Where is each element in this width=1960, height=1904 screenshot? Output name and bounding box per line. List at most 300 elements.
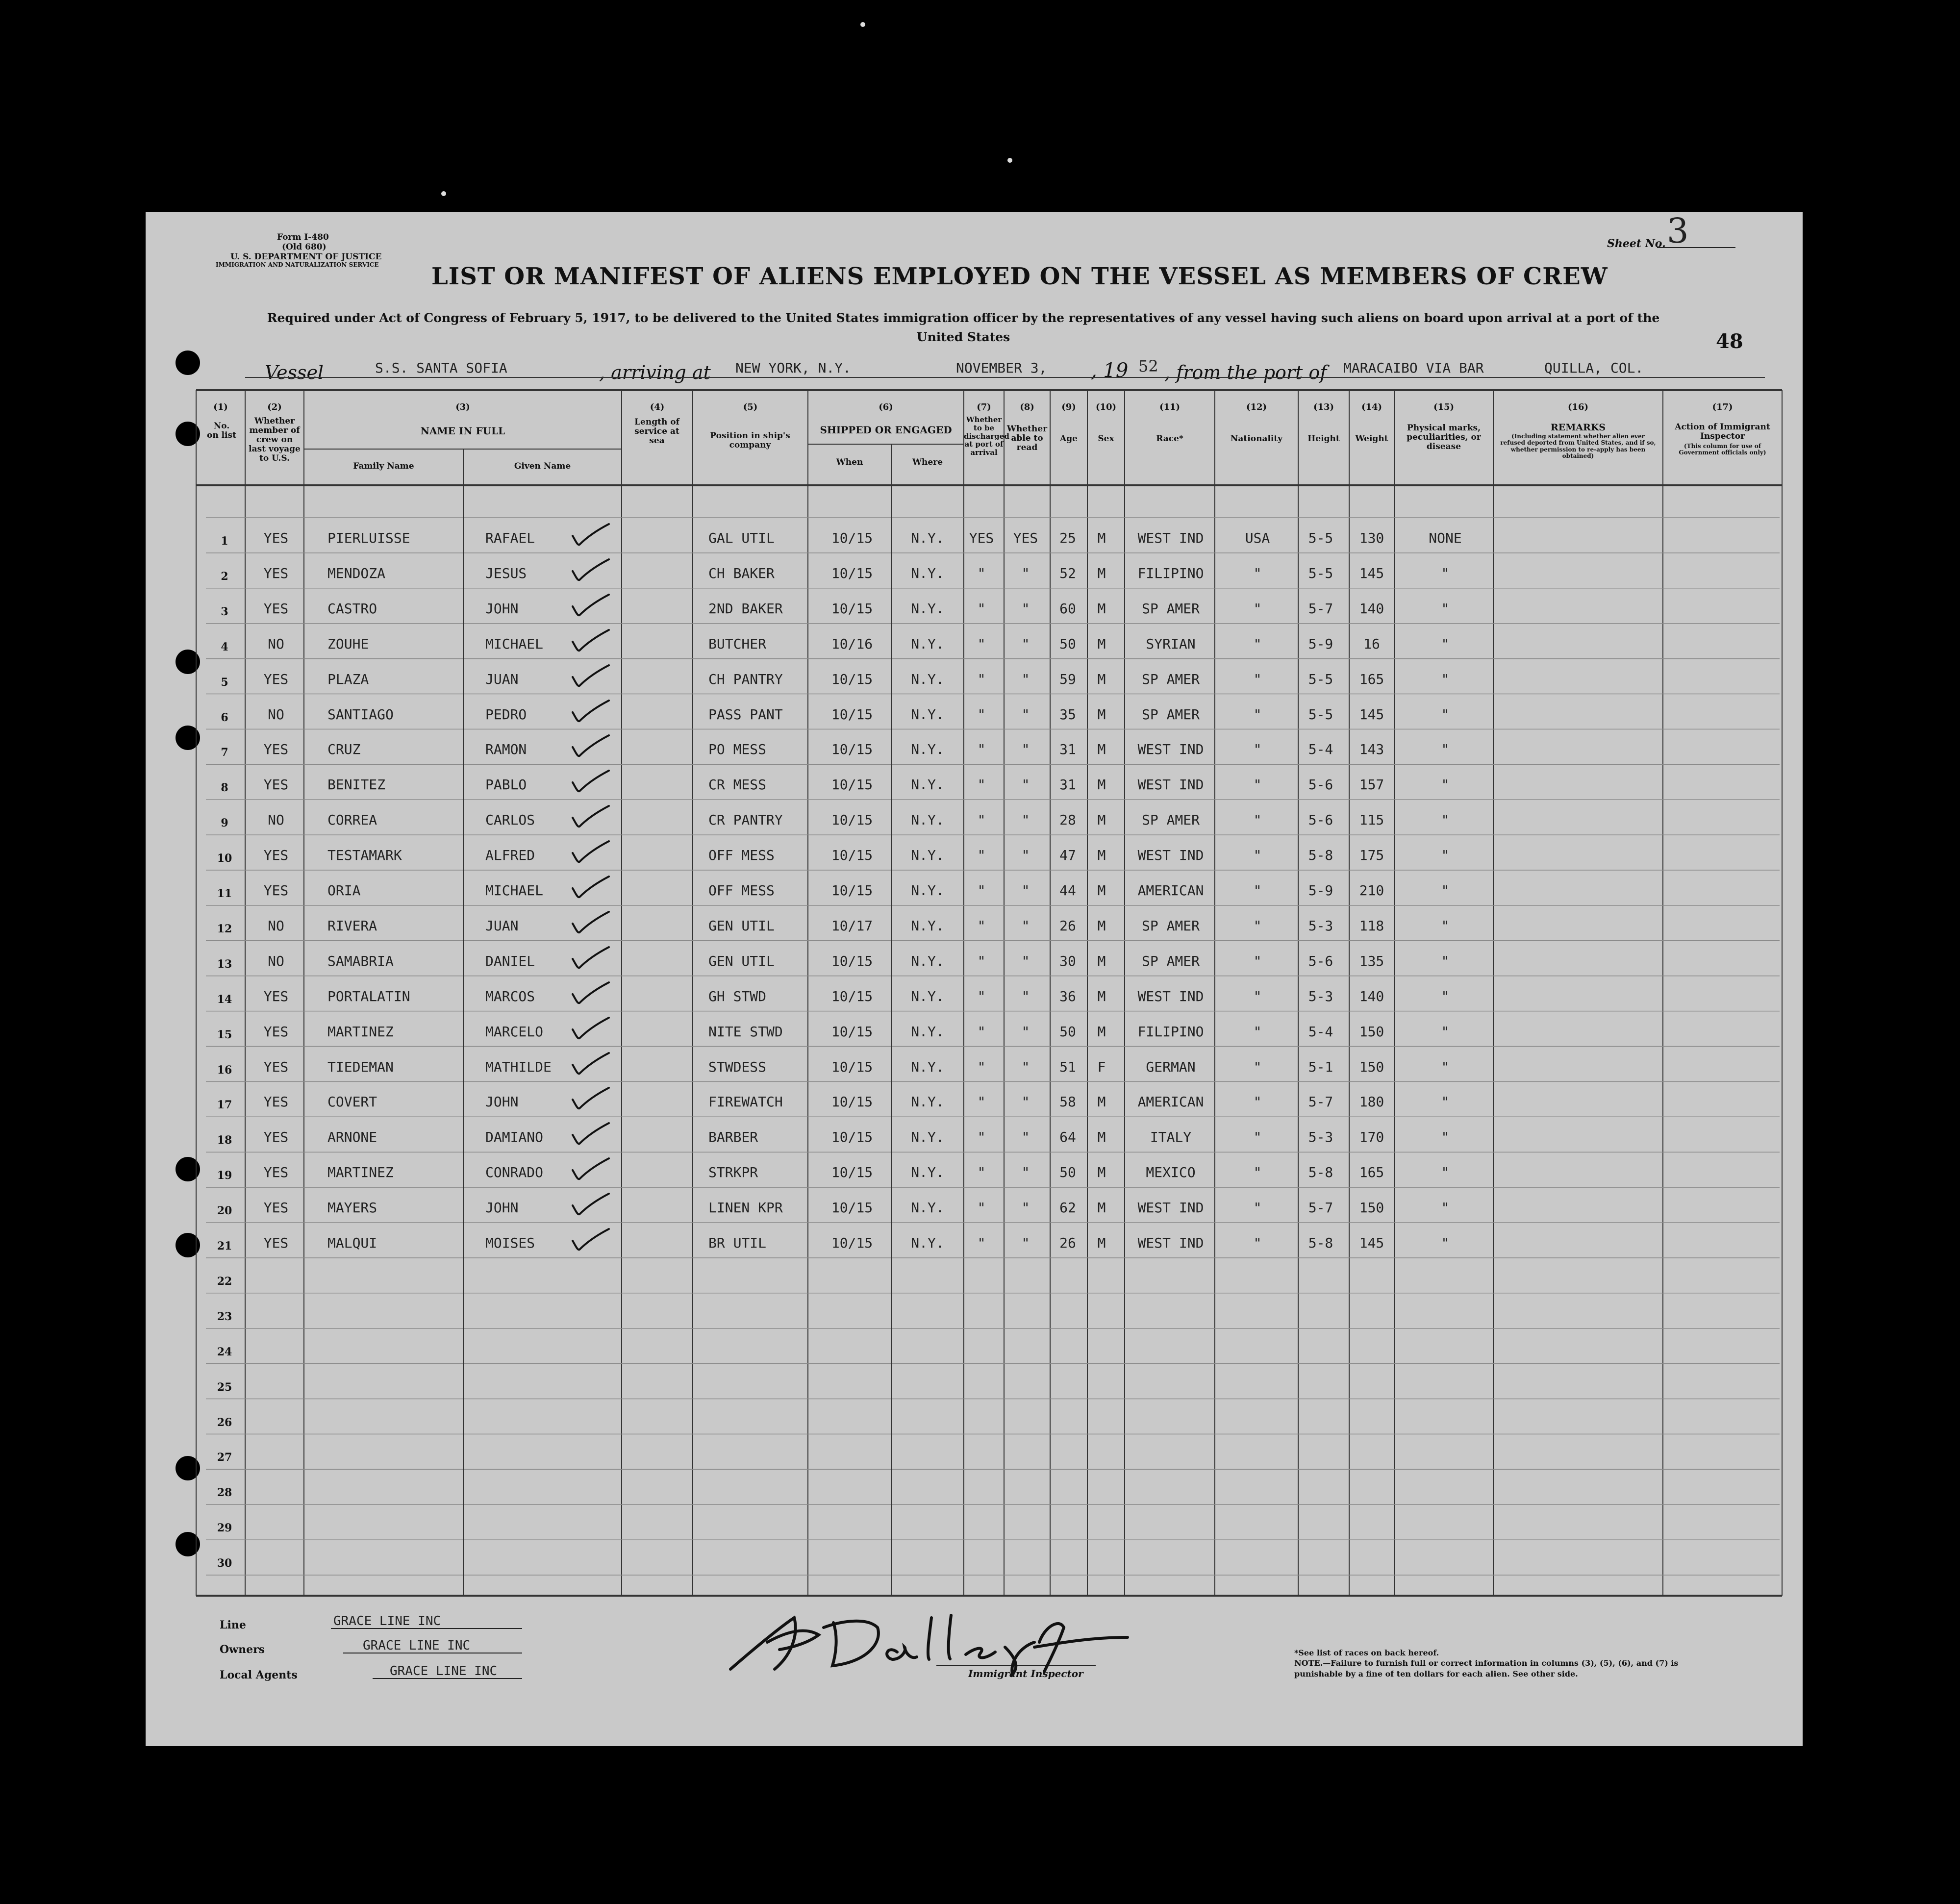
given-name: JOHN bbox=[485, 1094, 519, 1110]
race: SP AMER bbox=[1141, 812, 1200, 828]
physical-marks: " bbox=[1441, 565, 1450, 581]
height: 5-4 bbox=[1308, 1023, 1333, 1040]
sex: M bbox=[1097, 1235, 1106, 1251]
col-16-subheader: (Including statement whether alien ever refused deported from United States, and if so, whether permission to re-apply has been obtained) bbox=[1500, 433, 1656, 460]
member-last-voyage: NO bbox=[268, 706, 284, 723]
age: 59 bbox=[1059, 671, 1076, 687]
weight: 130 bbox=[1359, 530, 1384, 546]
able-to-read: " bbox=[1021, 952, 1030, 969]
sex: M bbox=[1097, 952, 1106, 969]
col-6-number: (6) bbox=[879, 402, 893, 412]
age: 26 bbox=[1059, 917, 1076, 934]
physical-marks: " bbox=[1441, 600, 1450, 617]
col-15-header: Physical marks, peculiarities, or disease bbox=[1407, 423, 1481, 452]
family-name: COVERT bbox=[327, 1094, 377, 1110]
height: 5-9 bbox=[1308, 635, 1333, 652]
race: AMERICAN bbox=[1137, 1094, 1204, 1110]
col-13-number: (13) bbox=[1313, 402, 1334, 412]
height: 5-7 bbox=[1308, 1094, 1333, 1110]
shipped-where: N.Y. bbox=[911, 530, 944, 546]
shipped-when: 10/15 bbox=[831, 1058, 873, 1075]
shipped-when: 10/15 bbox=[831, 1094, 873, 1110]
height: 5-3 bbox=[1308, 1129, 1333, 1146]
family-name: RIVERA bbox=[327, 917, 377, 934]
weight: 210 bbox=[1359, 882, 1384, 899]
race: ITALY bbox=[1150, 1129, 1192, 1146]
position: LINEN KPR bbox=[708, 1200, 783, 1216]
able-to-read: " bbox=[1021, 565, 1030, 581]
nationality: " bbox=[1253, 706, 1262, 723]
physical-marks: " bbox=[1441, 1058, 1450, 1075]
row-number: 23 bbox=[217, 1310, 232, 1323]
shipped-when: 10/17 bbox=[831, 917, 873, 934]
weight: 180 bbox=[1359, 1094, 1384, 1110]
given-name: MICHAEL bbox=[485, 882, 544, 899]
sex: M bbox=[1097, 530, 1106, 546]
nationality: " bbox=[1253, 882, 1262, 899]
shipped-when: 10/15 bbox=[831, 1023, 873, 1040]
shipped-when: 10/15 bbox=[831, 812, 873, 828]
to-be-discharged: " bbox=[977, 917, 986, 934]
able-to-read: " bbox=[1021, 988, 1030, 1004]
to-be-discharged: YES bbox=[969, 530, 994, 546]
shipped-when: 10/15 bbox=[831, 988, 873, 1004]
height: 5-5 bbox=[1308, 565, 1333, 581]
family-name: CORREA bbox=[327, 812, 377, 828]
page-number: 48 bbox=[1716, 330, 1743, 353]
shipped-when: 10/15 bbox=[831, 1129, 873, 1146]
member-last-voyage: NO bbox=[268, 952, 284, 969]
family-name: MARTINEZ bbox=[327, 1023, 394, 1040]
sex: M bbox=[1097, 600, 1106, 617]
family-name: ARNONE bbox=[327, 1129, 377, 1146]
nationality: " bbox=[1253, 952, 1262, 969]
position: BR UTIL bbox=[708, 1235, 767, 1251]
shipped-when: 10/15 bbox=[831, 1164, 873, 1181]
family-name: PIERLUISSE bbox=[327, 530, 410, 546]
position: PASS PANT bbox=[708, 706, 783, 723]
shipped-where: N.Y. bbox=[911, 1164, 944, 1181]
age: 31 bbox=[1059, 741, 1076, 758]
col-8-header: Whether able to read bbox=[1006, 424, 1048, 453]
col-17-header: Action of Immigrant Inspector bbox=[1675, 422, 1770, 442]
page-title: LIST OR MANIFEST OF ALIENS EMPLOYED ON THE VESSEL AS MEMBERS OF CREW bbox=[431, 263, 1608, 290]
nationality: " bbox=[1253, 635, 1262, 652]
col-10-header: Sex bbox=[1098, 434, 1114, 444]
position: CH BAKER bbox=[708, 565, 775, 581]
given-name: JOHN bbox=[485, 1200, 519, 1216]
nationality: " bbox=[1253, 600, 1262, 617]
to-be-discharged: " bbox=[977, 812, 986, 828]
sex: M bbox=[1097, 565, 1106, 581]
physical-marks: " bbox=[1441, 812, 1450, 828]
weight: 165 bbox=[1359, 671, 1384, 687]
shipped-when: 10/15 bbox=[831, 706, 873, 723]
family-name: MALQUI bbox=[327, 1235, 377, 1251]
from-port: MARACAIBO VIA BAR bbox=[1343, 360, 1484, 376]
weight: 140 bbox=[1359, 600, 1384, 617]
member-last-voyage: YES bbox=[263, 741, 289, 758]
col-4-number: (4) bbox=[650, 402, 665, 412]
race: WEST IND bbox=[1137, 741, 1204, 758]
height: 5-7 bbox=[1308, 1200, 1333, 1216]
able-to-read: " bbox=[1021, 1094, 1030, 1110]
physical-marks: " bbox=[1441, 1023, 1450, 1040]
check-mark bbox=[569, 1085, 613, 1114]
to-be-discharged: " bbox=[977, 671, 986, 687]
age: 52 bbox=[1059, 565, 1076, 581]
weight: 115 bbox=[1359, 812, 1384, 828]
position: OFF MESS bbox=[708, 882, 775, 899]
shipped-when: 10/15 bbox=[831, 671, 873, 687]
penalty-note: NOTE.—Failure to furnish full or correct information in columns (3), (5), (6), and (7) is punishable by a fine of ten dollars for each alien. See other side. bbox=[1294, 1658, 1679, 1679]
row-number: 11 bbox=[217, 887, 232, 900]
col-9-header: Age bbox=[1060, 434, 1078, 444]
row-number: 4 bbox=[221, 640, 228, 653]
sex: M bbox=[1097, 671, 1106, 687]
weight: 145 bbox=[1359, 565, 1384, 581]
shipped-where: N.Y. bbox=[911, 952, 944, 969]
check-mark bbox=[569, 909, 613, 938]
shipped-where: N.Y. bbox=[911, 812, 944, 828]
age: 50 bbox=[1059, 1164, 1076, 1181]
to-be-discharged: " bbox=[977, 988, 986, 1004]
position: STRKPR bbox=[708, 1164, 758, 1181]
age: 35 bbox=[1059, 706, 1076, 723]
height: 5-8 bbox=[1308, 1235, 1333, 1251]
given-name: JOHN bbox=[485, 600, 519, 617]
able-to-read: " bbox=[1021, 847, 1030, 864]
position: BUTCHER bbox=[708, 635, 767, 652]
row-number: 26 bbox=[217, 1416, 232, 1429]
shipped-when: 10/15 bbox=[831, 741, 873, 758]
col-8-number: (8) bbox=[1020, 402, 1034, 412]
to-be-discharged: " bbox=[977, 1058, 986, 1075]
row-number: 29 bbox=[217, 1522, 232, 1535]
col-7-number: (7) bbox=[977, 402, 991, 412]
col-17-subheader: (This column for use of Government officials only) bbox=[1679, 443, 1766, 456]
race: WEST IND bbox=[1137, 777, 1204, 793]
age: 25 bbox=[1059, 530, 1076, 546]
agents-label: Local Agents bbox=[220, 1669, 298, 1681]
row-number: 25 bbox=[217, 1380, 232, 1394]
nationality: " bbox=[1253, 1129, 1262, 1146]
form-number: Form I-480 bbox=[277, 232, 329, 242]
race: SP AMER bbox=[1141, 706, 1200, 723]
row-number: 20 bbox=[217, 1204, 232, 1218]
position: FIREWATCH bbox=[708, 1094, 783, 1110]
check-mark bbox=[569, 838, 613, 868]
race: FILIPINO bbox=[1137, 1023, 1204, 1040]
to-be-discharged: " bbox=[977, 882, 986, 899]
shipped-where: N.Y. bbox=[911, 1235, 944, 1251]
height: 5-9 bbox=[1308, 882, 1333, 899]
row-number: 16 bbox=[217, 1063, 232, 1077]
physical-marks: " bbox=[1441, 882, 1450, 899]
member-last-voyage: NO bbox=[268, 812, 284, 828]
nationality: " bbox=[1253, 847, 1262, 864]
sex: M bbox=[1097, 706, 1106, 723]
col-1-header: No. on list bbox=[207, 421, 236, 441]
col-12-header: Nationality bbox=[1230, 434, 1283, 444]
able-to-read: " bbox=[1021, 706, 1030, 723]
height: 5-5 bbox=[1308, 671, 1333, 687]
weight: 16 bbox=[1363, 635, 1380, 652]
able-to-read: " bbox=[1021, 671, 1030, 687]
member-last-voyage: YES bbox=[263, 1094, 289, 1110]
weight: 145 bbox=[1359, 1235, 1384, 1251]
shipped-when: 10/15 bbox=[831, 565, 873, 581]
shipped-when: 10/15 bbox=[831, 530, 873, 546]
physical-marks: " bbox=[1441, 671, 1450, 687]
race: WEST IND bbox=[1137, 530, 1204, 546]
check-mark bbox=[569, 732, 613, 762]
position: GEN UTIL bbox=[708, 952, 775, 969]
shipped-when: 10/15 bbox=[831, 1200, 873, 1216]
sheet-label: Sheet No. bbox=[1607, 237, 1666, 250]
check-mark bbox=[569, 768, 613, 797]
race: WEST IND bbox=[1137, 1235, 1204, 1251]
able-to-read: " bbox=[1021, 741, 1030, 758]
arriving-port: NEW YORK, N.Y. bbox=[735, 360, 852, 376]
col-11-header: Race* bbox=[1156, 434, 1183, 444]
race: FILIPINO bbox=[1137, 565, 1204, 581]
member-last-voyage: YES bbox=[263, 671, 289, 687]
position: CR PANTRY bbox=[708, 812, 783, 828]
sheet-number: 3 bbox=[1667, 211, 1689, 251]
check-mark bbox=[569, 1191, 613, 1220]
row-number: 8 bbox=[221, 781, 228, 795]
given-name: MICHAEL bbox=[485, 635, 544, 652]
physical-marks: " bbox=[1441, 706, 1450, 723]
row-number: 2 bbox=[221, 570, 228, 583]
age: 47 bbox=[1059, 847, 1076, 864]
nationality: USA bbox=[1245, 530, 1270, 546]
arrival-date: NOVEMBER 3, bbox=[956, 360, 1047, 376]
nationality: " bbox=[1253, 565, 1262, 581]
position: PO MESS bbox=[708, 741, 767, 758]
age: 62 bbox=[1059, 1200, 1076, 1216]
row-number: 21 bbox=[217, 1240, 232, 1253]
able-to-read: " bbox=[1021, 812, 1030, 828]
nationality: " bbox=[1253, 988, 1262, 1004]
member-last-voyage: YES bbox=[263, 1129, 289, 1146]
position: CH PANTRY bbox=[708, 671, 783, 687]
height: 5-5 bbox=[1308, 706, 1333, 723]
col-6-header: SHIPPED OR ENGAGED bbox=[820, 424, 952, 436]
member-last-voyage: YES bbox=[263, 847, 289, 864]
sex: M bbox=[1097, 882, 1106, 899]
to-be-discharged: " bbox=[977, 1164, 986, 1181]
member-last-voyage: YES bbox=[263, 1164, 289, 1181]
nationality: " bbox=[1253, 812, 1262, 828]
col-6b-header: Where bbox=[912, 457, 943, 467]
shipped-where: N.Y. bbox=[911, 671, 944, 687]
able-to-read: " bbox=[1021, 917, 1030, 934]
member-last-voyage: YES bbox=[263, 1023, 289, 1040]
height: 5-3 bbox=[1308, 988, 1333, 1004]
able-to-read: " bbox=[1021, 777, 1030, 793]
row-number: 7 bbox=[221, 746, 228, 759]
physical-marks: " bbox=[1441, 988, 1450, 1004]
physical-marks: " bbox=[1441, 1235, 1450, 1251]
race: SP AMER bbox=[1141, 671, 1200, 687]
position: GH STWD bbox=[708, 988, 767, 1004]
row-number: 12 bbox=[217, 922, 232, 935]
line-label: Line bbox=[220, 1619, 246, 1631]
col-17-number: (17) bbox=[1712, 402, 1733, 412]
agents-value: GRACE LINE INC bbox=[390, 1664, 498, 1679]
race: SP AMER bbox=[1141, 917, 1200, 934]
col-16-number: (16) bbox=[1567, 402, 1589, 412]
race: MEXICO bbox=[1146, 1164, 1196, 1181]
able-to-read: " bbox=[1021, 1023, 1030, 1040]
check-mark bbox=[569, 1015, 613, 1044]
age: 28 bbox=[1059, 812, 1076, 828]
service-name: IMMIGRATION AND NATURALIZATION SERVICE bbox=[216, 261, 379, 268]
age: 58 bbox=[1059, 1094, 1076, 1110]
member-last-voyage: YES bbox=[263, 1200, 289, 1216]
height: 5-7 bbox=[1308, 600, 1333, 617]
age: 30 bbox=[1059, 952, 1076, 969]
check-mark bbox=[569, 627, 613, 656]
sex: M bbox=[1097, 1094, 1106, 1110]
col-9-number: (9) bbox=[1061, 402, 1076, 412]
weight: 175 bbox=[1359, 847, 1384, 864]
to-be-discharged: " bbox=[977, 741, 986, 758]
shipped-where: N.Y. bbox=[911, 847, 944, 864]
row-number: 18 bbox=[217, 1134, 232, 1147]
position: BARBER bbox=[708, 1129, 758, 1146]
given-name: JUAN bbox=[485, 917, 519, 934]
col-11-number: (11) bbox=[1159, 402, 1181, 412]
age: 44 bbox=[1059, 882, 1076, 899]
physical-marks: " bbox=[1441, 1129, 1450, 1146]
position: OFF MESS bbox=[708, 847, 775, 864]
physical-marks: " bbox=[1441, 777, 1450, 793]
physical-marks: " bbox=[1441, 635, 1450, 652]
weight: 150 bbox=[1359, 1023, 1384, 1040]
sex: M bbox=[1097, 1200, 1106, 1216]
check-mark bbox=[569, 803, 613, 832]
shipped-when: 10/15 bbox=[831, 847, 873, 864]
to-be-discharged: " bbox=[977, 847, 986, 864]
member-last-voyage: YES bbox=[263, 988, 289, 1004]
given-name: CONRADO bbox=[485, 1164, 544, 1181]
member-last-voyage: YES bbox=[263, 882, 289, 899]
shipped-where: N.Y. bbox=[911, 882, 944, 899]
sex: M bbox=[1097, 1023, 1106, 1040]
to-be-discharged: " bbox=[977, 952, 986, 969]
to-be-discharged: " bbox=[977, 1129, 986, 1146]
shipped-where: N.Y. bbox=[911, 600, 944, 617]
sex: F bbox=[1097, 1058, 1106, 1075]
family-name: PORTALATIN bbox=[327, 988, 410, 1004]
age: 64 bbox=[1059, 1129, 1076, 1146]
age: 50 bbox=[1059, 1023, 1076, 1040]
shipped-where: N.Y. bbox=[911, 1058, 944, 1075]
member-last-voyage: YES bbox=[263, 777, 289, 793]
height: 5-6 bbox=[1308, 812, 1333, 828]
race: SYRIAN bbox=[1146, 635, 1196, 652]
race: WEST IND bbox=[1137, 1200, 1204, 1216]
nationality: " bbox=[1253, 777, 1262, 793]
owners-value: GRACE LINE INC bbox=[363, 1638, 471, 1653]
member-last-voyage: YES bbox=[263, 1235, 289, 1251]
to-be-discharged: " bbox=[977, 635, 986, 652]
check-mark bbox=[569, 1050, 613, 1079]
nationality: " bbox=[1253, 917, 1262, 934]
sex: M bbox=[1097, 917, 1106, 934]
weight: 140 bbox=[1359, 988, 1384, 1004]
physical-marks: " bbox=[1441, 847, 1450, 864]
member-last-voyage: YES bbox=[263, 530, 289, 546]
age: 31 bbox=[1059, 777, 1076, 793]
nationality: " bbox=[1253, 1094, 1262, 1110]
row-number: 3 bbox=[221, 605, 228, 618]
family-name: MAYERS bbox=[327, 1200, 377, 1216]
given-name: DANIEL bbox=[485, 952, 535, 969]
able-to-read: " bbox=[1021, 635, 1030, 652]
sex: M bbox=[1097, 988, 1106, 1004]
row-number: 1 bbox=[221, 535, 228, 548]
physical-marks: NONE bbox=[1429, 530, 1462, 546]
year-prefix: , 19 bbox=[1091, 359, 1129, 382]
row-number: 5 bbox=[221, 676, 228, 689]
check-mark bbox=[569, 556, 613, 586]
check-mark bbox=[569, 521, 613, 551]
height: 5-6 bbox=[1308, 777, 1333, 793]
given-name: ALFRED bbox=[485, 847, 535, 864]
position: GEN UTIL bbox=[708, 917, 775, 934]
given-name: CARLOS bbox=[485, 812, 535, 828]
able-to-read: " bbox=[1021, 1200, 1030, 1216]
arriving-label: , arriving at bbox=[599, 362, 711, 383]
race: GERMAN bbox=[1146, 1058, 1196, 1075]
weight: 145 bbox=[1359, 706, 1384, 723]
position: CR MESS bbox=[708, 777, 767, 793]
shipped-where: N.Y. bbox=[911, 635, 944, 652]
page-subtitle: Required under Act of Congress of February 5, 1917, to be delivered to the United States immigration officer by the representatives of any vessel having such aliens on board upon arrival at a port of the United States bbox=[267, 311, 1660, 344]
inspector-signature bbox=[721, 1608, 1142, 1677]
given-name: MATHILDE bbox=[485, 1058, 552, 1075]
row-number: 24 bbox=[217, 1345, 232, 1358]
given-name: MARCELO bbox=[485, 1023, 544, 1040]
family-name: ZOUHE bbox=[327, 635, 369, 652]
row-number: 19 bbox=[217, 1169, 232, 1182]
col-14-header: Weight bbox=[1355, 434, 1388, 444]
sex: M bbox=[1097, 847, 1106, 864]
col-2-header: Whether member of crew on last voyage to U.S. bbox=[249, 416, 301, 464]
given-name: JUAN bbox=[485, 671, 519, 687]
col-6a-header: When bbox=[836, 457, 863, 467]
age: 50 bbox=[1059, 635, 1076, 652]
shipped-where: N.Y. bbox=[911, 565, 944, 581]
col-12-number: (12) bbox=[1246, 402, 1267, 412]
family-name: TIEDEMAN bbox=[327, 1058, 394, 1075]
able-to-read: " bbox=[1021, 1129, 1030, 1146]
shipped-when: 10/16 bbox=[831, 635, 873, 652]
row-number: 14 bbox=[217, 993, 232, 1006]
sex: M bbox=[1097, 1129, 1106, 1146]
weight: 135 bbox=[1359, 952, 1384, 969]
row-number: 6 bbox=[221, 711, 228, 724]
family-name: SAMABRIA bbox=[327, 952, 394, 969]
able-to-read: " bbox=[1021, 1164, 1030, 1181]
from-port-continued: QUILLA, COL. bbox=[1544, 360, 1644, 376]
col-13-header: Height bbox=[1307, 434, 1340, 444]
member-last-voyage: NO bbox=[268, 635, 284, 652]
